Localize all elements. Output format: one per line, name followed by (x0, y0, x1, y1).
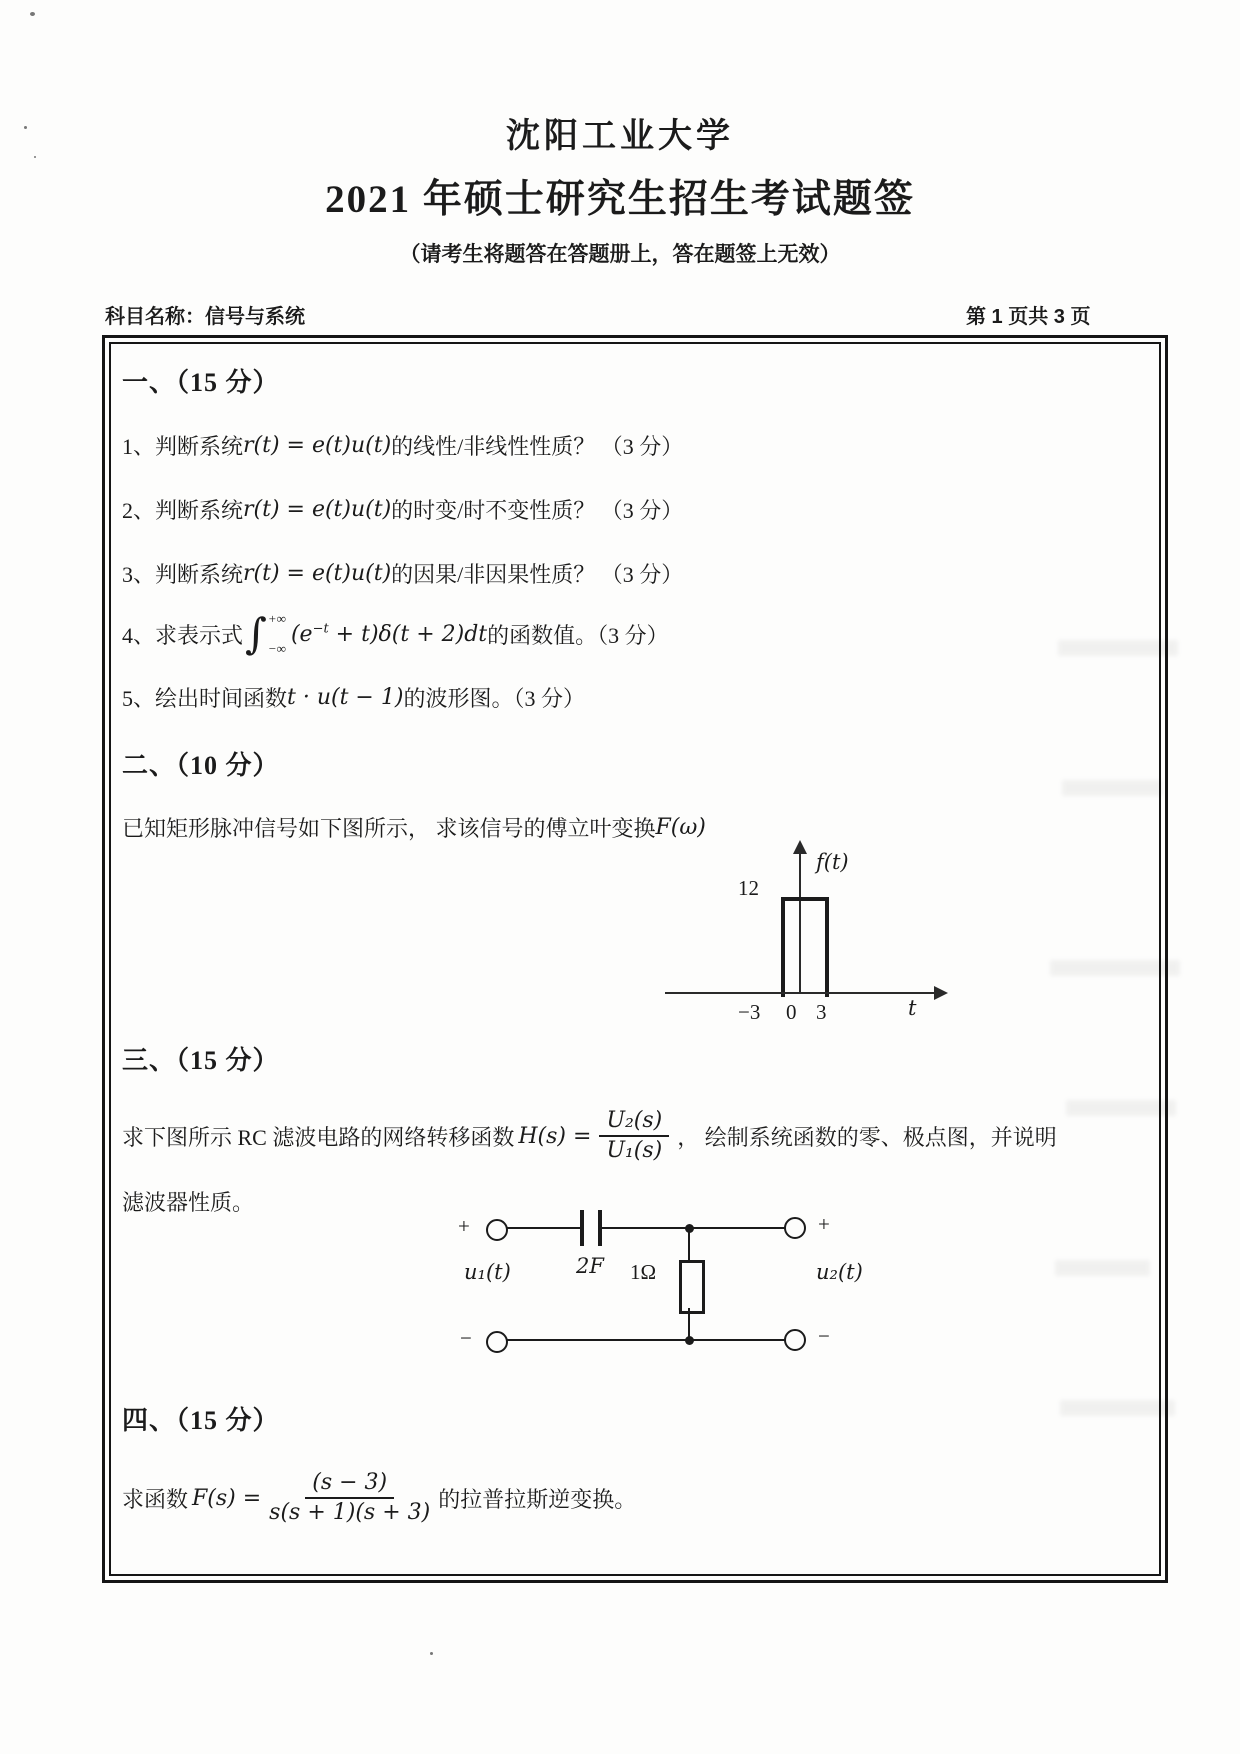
q1-4-integrand: $(e^{-t} + t)\delta(t + 2)dt$ (290, 621, 488, 647)
input-terminal-bottom (486, 1331, 508, 1353)
integral-upper-limit: +∞ (267, 611, 286, 626)
junction-dot-top (685, 1224, 694, 1233)
q1-1-text-pre: 1、判断系统 (122, 434, 244, 459)
wire (504, 1339, 785, 1341)
q1-5-text-pre: 5、绘出时间函数 (122, 686, 288, 711)
y-axis-label: f(t) (816, 850, 849, 874)
q1-2-text-post: 的时变/时不变性质？ （3 分） (391, 498, 684, 523)
q1-5-text-post: 的波形图。（3 分） (403, 686, 585, 711)
question-1-5 (122, 682, 585, 713)
x-tick-0: 0 (786, 1000, 797, 1024)
q4-text-pre: 求函数 (122, 1486, 189, 1512)
input-voltage-label: u₁(t) (464, 1260, 511, 1284)
junction-dot-bottom (685, 1336, 694, 1345)
output-terminal-top (784, 1217, 806, 1239)
input-minus-sign: − (460, 1326, 472, 1350)
question-3-body (122, 1100, 1057, 1172)
output-terminal-bottom (784, 1329, 806, 1351)
q2-text-pre: 已知矩形脉冲信号如下图所示， 求该信号的傅立叶变换 (122, 816, 656, 841)
q4-fraction (269, 1470, 430, 1527)
rc-circuit-figure (440, 1198, 885, 1373)
output-plus-sign: + (818, 1212, 830, 1236)
fraction-denominator: U₁(s) (606, 1138, 663, 1163)
q1-1-formula: r(t) = e(t)u(t) (243, 433, 392, 458)
q3-transfer-function-fraction (599, 1108, 669, 1165)
capacitor-plate-left (580, 1210, 584, 1246)
x-tick-3: 3 (816, 1000, 827, 1024)
wire (504, 1227, 580, 1229)
question-1-3 (122, 558, 683, 589)
capacitor-value-label: 2F (576, 1254, 604, 1278)
page-number: 第 1 页共 3 页 (966, 306, 1091, 328)
q1-1-text-post: 的线性/非线性性质？ （3 分） (391, 434, 684, 459)
q1-2-formula: r(t) = e(t)u(t) (243, 497, 392, 522)
q1-3-formula: r(t) = e(t)u(t) (243, 561, 392, 586)
integral-expression (245, 611, 289, 657)
q3-transfer-function-symbol: H(s) = (518, 1123, 592, 1149)
university-name: 沈阳工业大学 (506, 118, 734, 155)
x-axis (665, 992, 937, 994)
pulse-height-value: 12 (738, 876, 759, 900)
q1-3-text-pre: 3、判断系统 (122, 562, 244, 587)
q3-text-pre: 求下图所示 RC 滤波电路的网络转移函数 (122, 1124, 515, 1150)
exam-title: 2021 年硕士研究生招生考试题签 (325, 178, 915, 221)
q1-4-text-post: 的函数值。（3 分） (487, 622, 669, 648)
pulse-waveform-figure (640, 840, 970, 1030)
section-2-heading: 二、（10 分） (122, 751, 280, 780)
subject-label: 科目名称：信号与系统 (105, 306, 305, 328)
output-voltage-label: u₂(t) (816, 1260, 863, 1284)
question-2-body (122, 812, 706, 843)
section-1-heading: 一、（15 分） (122, 368, 280, 397)
integral-sign: ∫ (245, 609, 267, 659)
input-plus-sign: + (458, 1214, 470, 1238)
x-tick-minus3: −3 (738, 1000, 761, 1024)
rect-pulse-shape (781, 897, 829, 997)
scan-speck (30, 12, 35, 16)
question-1-4 (122, 608, 669, 660)
q4-function-symbol: F(s) = (192, 1485, 262, 1511)
q3-text-line2: 滤波器性质。 (122, 1190, 255, 1215)
question-1-1 (122, 430, 683, 461)
exponent: −t (312, 621, 329, 637)
x-axis-arrowhead (934, 986, 948, 1000)
question-frame-inner-border (109, 342, 1161, 1576)
input-terminal-top (486, 1219, 508, 1241)
q1-3-text-post: 的因果/非因果性质？ （3 分） (391, 562, 684, 587)
integral-lower-limit: −∞ (267, 641, 286, 656)
capacitor-plate-right (598, 1210, 602, 1246)
resistor-symbol (679, 1260, 705, 1314)
output-minus-sign: − (818, 1324, 830, 1348)
scan-speck (430, 1652, 433, 1655)
q1-5-formula: t · u(t − 1) (287, 685, 404, 710)
resistor-value-label: 1Ω (630, 1260, 657, 1284)
fraction-numerator: U₂(s) (599, 1108, 669, 1137)
q4-text-post: 的拉普拉斯逆变换。 (438, 1486, 637, 1512)
integral-limits (268, 611, 286, 657)
fraction-numerator: (s − 3) (305, 1470, 394, 1499)
question-3-body-line2 (122, 1186, 254, 1217)
fraction-denominator: s(s + 1)(s + 3) (269, 1500, 431, 1525)
section-4-heading: 四、（15 分） (122, 1406, 280, 1435)
q1-4-text-pre: 4、求表示式 (122, 622, 244, 648)
question-1-2 (122, 494, 683, 525)
section-3-heading: 三、（15 分） (122, 1046, 280, 1075)
question-4-body (122, 1460, 636, 1536)
exam-note: （请考生将题答在答题册上，答在题签上无效） (399, 242, 841, 266)
q1-2-text-pre: 2、判断系统 (122, 498, 244, 523)
q2-fourier-symbol: F(ω) (655, 815, 706, 840)
x-axis-label: t (908, 996, 917, 1020)
q3-text-post: ， 绘制系统函数的零、极点图，并说明 (677, 1124, 1057, 1150)
